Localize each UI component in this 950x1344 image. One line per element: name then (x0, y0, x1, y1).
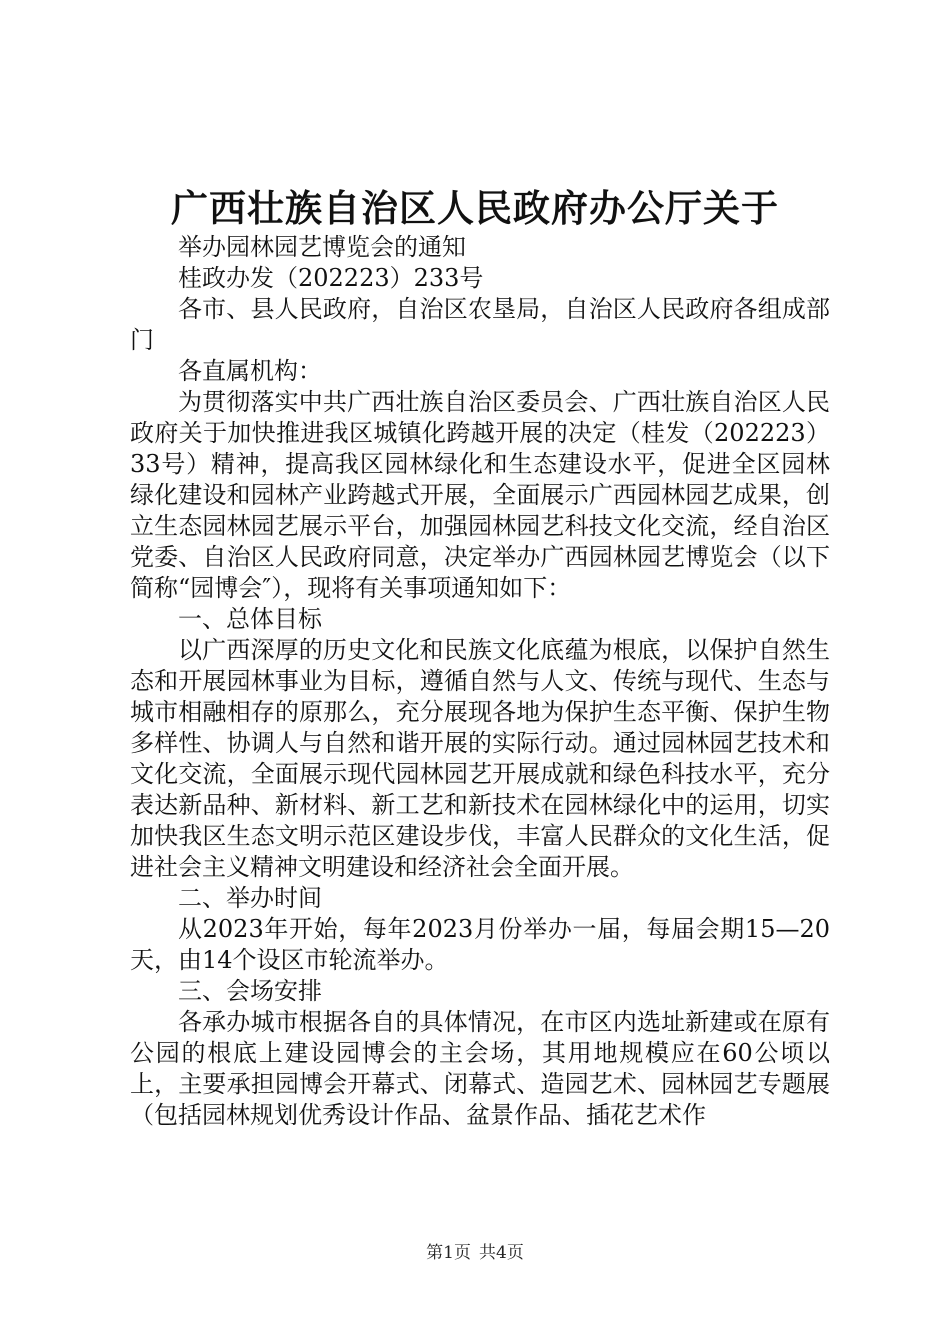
section-paragraph-3: 各承办城市根据各自的具体情况，在市区内选址新建或在原有公园的根底上建设园博会的主会场，其用地规模应在60公顷以上，主要承担园博会开幕式、闭幕式、造园艺术、园林园艺专题展（包括园林规划优秀设计作品、盆景作品、插花艺术作 (130, 1008, 830, 1129)
section-paragraph-2: 从2023年开始，每年2023月份举办一届，每届会期15—20天，由14个设区市轮流举办。 (130, 915, 830, 974)
page-footer (0, 1242, 950, 1264)
intro-paragraph: 为贯彻落实中共广西壮族自治区委员会、广西壮族自治区人民政府关于加快推进我区城镇化跨越开展的决定（桂发（202223）33号）精神，提高我区园林绿化和生态建设水平，促进全区园林绿化建设和园林产业跨越式开展，全面展示广西园林园艺成果，创立生态园林园艺展示平台，加强园林园艺科技文化交流，经自治区党委、自治区人民政府同意，决定举办广西园林园艺博览会（以下简称“园博会″），现将有关事项通知如下： (130, 388, 830, 602)
section-paragraph-1: 以广西深厚的历史文化和民族文化底蕴为根底，以保护自然生态和开展园林事业为目标，遵循自然与人文、传统与现代、生态与城市相融相存的原那么，充分展现各地为保护生态平衡、保护生物多样性、协调人与自然和谐开展的实际行动。通过园林园艺技术和文化交流，全面展示现代园林园艺开展成就和绿色科技水平，充分表达新品种、新材料、新工艺和新技术在园林绿化中的运用，切实加快我区生态文明示范区建设步伐，丰富人民群众的文化生活，促进社会主义精神文明建设和经济社会全面开展。 (130, 636, 830, 881)
section-heading-3: 三、会场安排 (178, 977, 322, 1005)
addressee-line-2: 各直属机构： (178, 357, 322, 385)
page-number: 第1页 (426, 1243, 471, 1263)
subtitle-line: 举办园林园艺博览会的通知 (178, 233, 466, 261)
section-heading-1: 一、总体目标 (178, 605, 322, 633)
document-body (130, 232, 830, 1131)
addressee-line: 各市、县人民政府，自治区农垦局，自治区人民政府各组成部门 (130, 295, 830, 354)
page-total: 共4页 (479, 1243, 524, 1263)
document-number: 桂政办发（202223）233号 (178, 264, 484, 292)
section-heading-2: 二、举办时间 (178, 884, 322, 912)
document-title: 广西壮族自治区人民政府办公厅关于 (171, 186, 779, 230)
